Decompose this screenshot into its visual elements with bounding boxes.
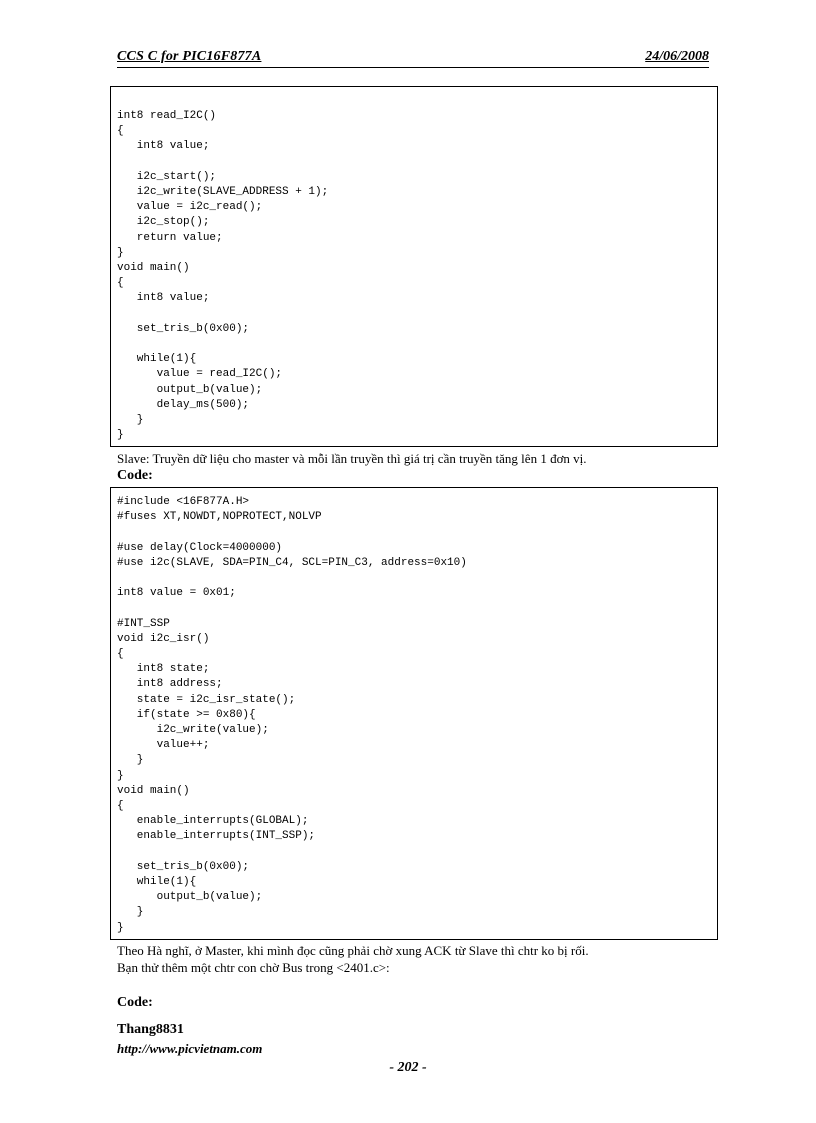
document-header-date: 24/06/2008: [645, 49, 709, 64]
author-name: Thang8831: [117, 1022, 184, 1037]
code-block-slave: [110, 487, 718, 940]
code-text-master-read: int8 read_I2C() { int8 value; i2c_start(); i2c_write(SLAVE_ADDRESS + 1); value = i2c_read(); i2c_stop(); return value; } void main() { int8 value; set_tris_b(0x00); while(1){ value = read_I2C(); output_b(value); delay_ms(500); } }: [117, 110, 329, 442]
comment-line-2: Bạn thử thêm một chtr con chờ Bus trong <2401.c>:: [117, 960, 390, 975]
header-divider: [117, 67, 709, 68]
document-header-title: CCS C for PIC16F877A: [117, 49, 262, 64]
code-label-2: Code:: [117, 995, 153, 1010]
code-block-master-read: [110, 86, 718, 447]
code-label: Code:: [117, 468, 153, 483]
website-url: http://www.picvietnam.com: [117, 1041, 263, 1056]
comment-line-1: Theo Hà nghĩ, ở Master, khi mình đọc cũng phải chờ xung ACK từ Slave thì chtr ko bị rối.: [117, 943, 589, 958]
page-number: - 202 -: [389, 1060, 427, 1075]
slave-description: Slave: Truyền dữ liệu cho master và mỗi lần truyền thì giá trị cần truyền tăng lên 1 đơn vị.: [117, 451, 587, 466]
code-text-slave: #include <16F877A.H> #fuses XT,NOWDT,NOPROTECT,NOLVP #use delay(Clock=4000000) #use i2c(SLAVE, SDA=PIN_C4, SCL=PIN_C3, address=0x10) int8 value = 0x01; #INT_SSP void i2c_isr() { int8 state; int8 address; state = i2c_isr_state(); if(state >= 0x80){ i2c_write(value); value++; } } void main() { enable_interrupts(GLOBAL); enable_interrupts(INT_SSP); set_tris_b(0x00); while(1){ output_b(value); } }: [117, 496, 467, 934]
